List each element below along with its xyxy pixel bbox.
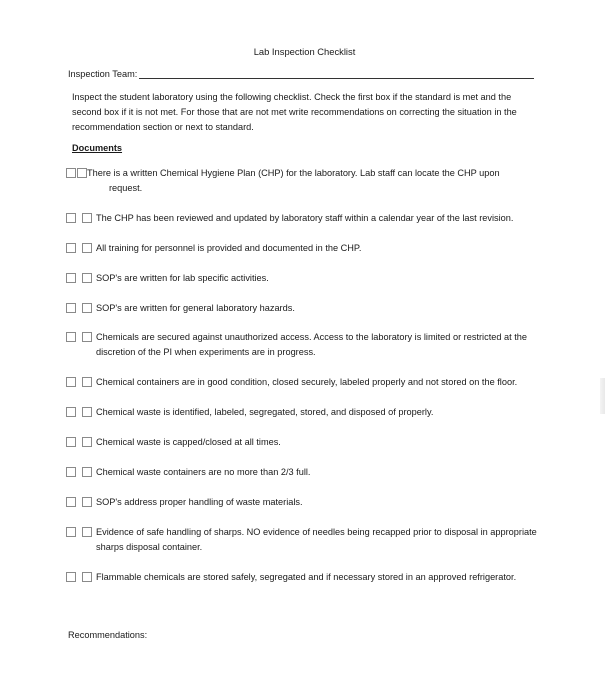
met-checkbox[interactable] (66, 407, 76, 417)
met-checkbox[interactable] (66, 497, 76, 507)
checklist-item-4 (66, 271, 541, 286)
met-checkbox[interactable] (66, 303, 76, 313)
checkbox-pair (66, 330, 92, 342)
checkbox-pair (66, 570, 92, 582)
checklist-item-3 (66, 241, 541, 256)
instructions-paragraph: Inspect the student laboratory using the following checklist. Check the first box if the standard is met and the second box if it is not met. For those that are not met write recommendations on correcting the situation in the recommendation section or next to standard. (72, 92, 517, 132)
met-checkbox[interactable] (66, 527, 76, 537)
not-met-checkbox[interactable] (82, 437, 92, 447)
checklist-item-text: SOP's are written for general laboratory hazards. (96, 302, 295, 313)
checkbox-pair (66, 301, 92, 313)
checklist-item-7 (66, 375, 541, 390)
checklist-item-8 (66, 405, 541, 420)
checklist-item-text: Chemicals are secured against unauthorized access. Access to the laboratory is limited or restricted at the discretion of the PI when experiments are in progress. (96, 332, 527, 358)
not-met-checkbox[interactable] (82, 572, 92, 582)
document-title: Lab Inspection Checklist (253, 46, 356, 57)
not-met-checkbox[interactable] (82, 497, 92, 507)
met-checkbox[interactable] (66, 243, 76, 253)
checkbox-pair (66, 525, 92, 537)
section-heading-documents: Documents (72, 143, 123, 153)
checkbox-pair (66, 465, 92, 477)
checklist-item-text: The CHP has been reviewed and updated by laboratory staff within a calendar year of the last revision. (96, 212, 514, 223)
checklist-item-9 (66, 435, 541, 450)
checklist (66, 166, 541, 600)
met-checkbox[interactable] (66, 377, 76, 387)
not-met-checkbox[interactable] (82, 377, 92, 387)
checklist-item-11 (66, 495, 541, 510)
met-checkbox[interactable] (66, 332, 76, 342)
not-met-checkbox[interactable] (82, 303, 92, 313)
met-checkbox[interactable] (66, 572, 76, 582)
checkbox-pair (66, 405, 92, 417)
checklist-item-text: Chemical waste containers are no more than 2/3 full. (96, 466, 311, 477)
checklist-item-text: Evidence of safe handling of sharps. NO evidence of needles being recapped prior to disposal in appropriate sharps disposal container. (96, 526, 537, 552)
checkbox-pair (66, 271, 92, 283)
checklist-item-1 (66, 166, 541, 196)
not-met-checkbox[interactable] (82, 243, 92, 253)
checklist-item-2 (66, 211, 541, 226)
inspection-team-field[interactable] (139, 68, 534, 79)
checklist-item-text: There is a written Chemical Hygiene Plan (CHP) for the laboratory. Lab staff can locate the CHP upon request. (87, 168, 500, 193)
checkbox-pair (66, 166, 87, 178)
not-met-checkbox[interactable] (82, 332, 92, 342)
checklist-item-6 (66, 330, 541, 360)
page-edge-shadow (600, 378, 605, 414)
checklist-item-13 (66, 570, 541, 585)
checkbox-pair (66, 211, 92, 223)
checkbox-pair (66, 435, 92, 447)
checklist-item-text: SOP's address proper handling of waste materials. (96, 496, 303, 507)
not-met-checkbox[interactable] (82, 527, 92, 537)
checklist-item-text: All training for personnel is provided and documented in the CHP. (96, 242, 362, 253)
checkbox-pair (66, 375, 92, 387)
checkbox-pair (66, 241, 92, 253)
not-met-checkbox[interactable] (77, 168, 87, 178)
not-met-checkbox[interactable] (82, 213, 92, 223)
met-checkbox[interactable] (66, 213, 76, 223)
checklist-item-text: SOP's are written for lab specific activities. (96, 272, 269, 283)
checklist-item-text: Chemical waste is identified, labeled, segregated, stored, and disposed of properly. (96, 407, 434, 418)
checklist-item-5 (66, 301, 541, 316)
not-met-checkbox[interactable] (82, 273, 92, 283)
not-met-checkbox[interactable] (82, 407, 92, 417)
met-checkbox[interactable] (66, 168, 76, 178)
inspection-team-row (68, 67, 534, 82)
checklist-item-text: Chemical waste is capped/closed at all times. (96, 437, 281, 448)
recommendations-label: Recommendations: (68, 630, 148, 640)
checklist-item-10 (66, 465, 541, 480)
checklist-item-text: Flammable chemicals are stored safely, segregated and if necessary stored in an approved refrigerator. (96, 571, 517, 582)
met-checkbox[interactable] (66, 273, 76, 283)
checklist-item-text: Chemical containers are in good condition, closed securely, labeled properly and not stored on the floor. (96, 377, 518, 388)
checkbox-pair (66, 495, 92, 507)
met-checkbox[interactable] (66, 467, 76, 477)
inspection-team-label: Inspection Team: (68, 69, 138, 79)
met-checkbox[interactable] (66, 437, 76, 447)
checklist-item-12 (66, 525, 541, 555)
not-met-checkbox[interactable] (82, 467, 92, 477)
